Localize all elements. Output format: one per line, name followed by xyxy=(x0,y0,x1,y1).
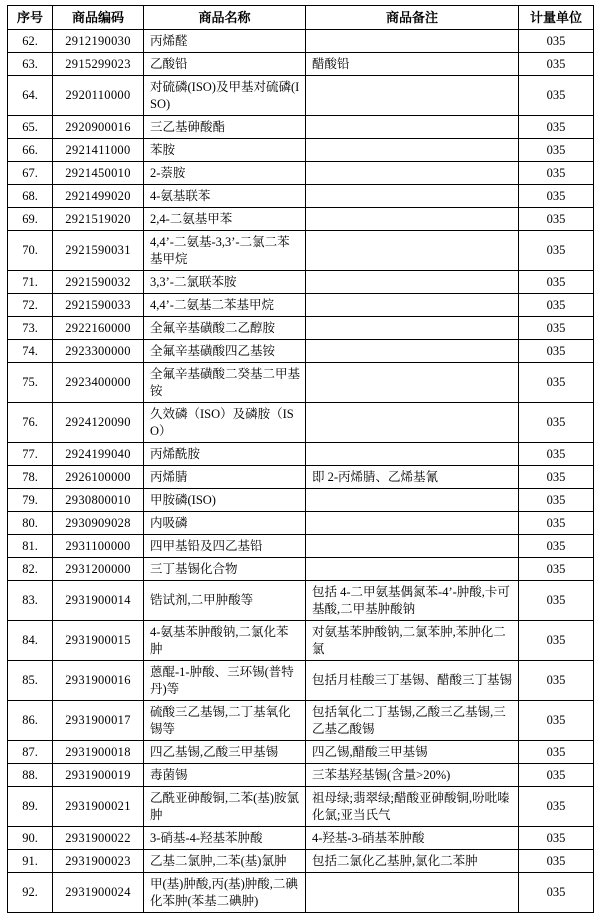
table-row xyxy=(8,30,594,53)
commodity-name-cell: 4,4’-二氨基二苯基甲烷 xyxy=(144,294,306,317)
table-row xyxy=(8,162,594,185)
table-row xyxy=(8,317,594,340)
table-row xyxy=(8,873,594,913)
commodity-code-cell: 2923400000 xyxy=(53,363,144,403)
table-row xyxy=(8,139,594,162)
commodity-name-cell: 4-氨基联苯 xyxy=(144,185,306,208)
commodity-code-cell: 2930909028 xyxy=(53,512,144,535)
commodity-remark-cell: 4-羟基-3-硝基苯肿酸 xyxy=(306,827,519,850)
commodity-code-cell: 2921411000 xyxy=(53,139,144,162)
commodity-code-cell: 2924199040 xyxy=(53,443,144,466)
unit-cell: 035 xyxy=(519,271,594,294)
table-row xyxy=(8,850,594,873)
unit-cell: 035 xyxy=(519,162,594,185)
unit-cell: 035 xyxy=(519,139,594,162)
serial-number-cell: 83. xyxy=(8,581,53,621)
serial-number-cell: 79. xyxy=(8,489,53,512)
serial-number-cell: 63. xyxy=(8,53,53,76)
commodity-code-cell: 2920900016 xyxy=(53,116,144,139)
serial-number-cell: 87. xyxy=(8,741,53,764)
commodity-remark-cell xyxy=(306,116,519,139)
commodity-remark-cell xyxy=(306,139,519,162)
commodity-code-cell: 2921590032 xyxy=(53,271,144,294)
table-row xyxy=(8,512,594,535)
commodity-remark-cell: 包括 4-二甲氨基偶氮苯-4’-肿酸,卡可基酸,二甲基肿酸钠 xyxy=(306,581,519,621)
commodity-code-cell: 2931900021 xyxy=(53,787,144,827)
serial-number-cell: 73. xyxy=(8,317,53,340)
commodity-name-cell: 2-萘胺 xyxy=(144,162,306,185)
commodity-code-cell: 2931200000 xyxy=(53,558,144,581)
commodity-code-cell: 2931900023 xyxy=(53,850,144,873)
unit-cell: 035 xyxy=(519,363,594,403)
commodity-name-cell: 甲(基)肿酸,丙(基)肿酸,二碘化苯肿(苯基二碘肿) xyxy=(144,873,306,913)
serial-number-cell: 69. xyxy=(8,208,53,231)
table-row xyxy=(8,741,594,764)
commodity-code-cell: 2923300000 xyxy=(53,340,144,363)
commodity-name-cell: 4,4’-二氨基-3,3’-二氯二苯基甲烷 xyxy=(144,231,306,271)
serial-number-cell: 75. xyxy=(8,363,53,403)
commodity-name-cell: 三乙基砷酸酯 xyxy=(144,116,306,139)
commodity-code-cell: 2930800010 xyxy=(53,489,144,512)
commodity-code-cell: 2921590031 xyxy=(53,231,144,271)
unit-cell: 035 xyxy=(519,185,594,208)
unit-cell: 035 xyxy=(519,294,594,317)
commodity-remark-cell xyxy=(306,535,519,558)
table-row xyxy=(8,535,594,558)
header-row xyxy=(8,6,594,30)
commodity-name-cell: 全氟辛基磺酸二乙醇胺 xyxy=(144,317,306,340)
commodity-remark-cell xyxy=(306,231,519,271)
commodity-name-cell: 4-氨基苯肿酸钠,二氯化苯肿 xyxy=(144,621,306,661)
table-row xyxy=(8,363,594,403)
table-row xyxy=(8,76,594,116)
unit-cell: 035 xyxy=(519,661,594,701)
table-row xyxy=(8,764,594,787)
commodity-name-cell: 毒菌锡 xyxy=(144,764,306,787)
commodity-remark-cell xyxy=(306,76,519,116)
commodity-remark-cell xyxy=(306,317,519,340)
serial-number-cell: 90. xyxy=(8,827,53,850)
serial-number-cell: 84. xyxy=(8,621,53,661)
commodity-name-cell: 对硫磷(ISO)及甲基对硫磷(ISO) xyxy=(144,76,306,116)
commodity-code-cell: 2931900014 xyxy=(53,581,144,621)
commodity-remark-cell xyxy=(306,294,519,317)
commodity-name-cell: 久效磷（ISO）及磷胺（ISO） xyxy=(144,403,306,443)
commodity-name-cell: 四甲基铅及四乙基铅 xyxy=(144,535,306,558)
table-row xyxy=(8,271,594,294)
table-row xyxy=(8,558,594,581)
commodity-code-cell: 2926100000 xyxy=(53,466,144,489)
commodity-name-cell: 丙烯腈 xyxy=(144,466,306,489)
unit-cell: 035 xyxy=(519,489,594,512)
serial-number-cell: 81. xyxy=(8,535,53,558)
commodity-code-cell: 2924120090 xyxy=(53,403,144,443)
table-row xyxy=(8,294,594,317)
commodity-code-cell: 2931900015 xyxy=(53,621,144,661)
serial-number-cell: 72. xyxy=(8,294,53,317)
commodity-remark-cell xyxy=(306,340,519,363)
commodity-remark-cell xyxy=(306,208,519,231)
header-unit-of-measure: 计量单位 xyxy=(519,6,594,30)
unit-cell: 035 xyxy=(519,850,594,873)
commodity-remark-cell: 三苯基羟基锡(含量>20%) xyxy=(306,764,519,787)
serial-number-cell: 62. xyxy=(8,30,53,53)
commodity-remark-cell: 即 2-丙烯腈、乙烯基氰 xyxy=(306,466,519,489)
table-row xyxy=(8,621,594,661)
commodity-code-cell: 2931900024 xyxy=(53,873,144,913)
commodity-name-cell: 3-硝基-4-羟基苯肿酸 xyxy=(144,827,306,850)
unit-cell: 035 xyxy=(519,53,594,76)
unit-cell: 035 xyxy=(519,76,594,116)
commodity-remark-cell xyxy=(306,873,519,913)
table-row xyxy=(8,443,594,466)
table-row xyxy=(8,231,594,271)
commodity-name-cell: 丙烯醛 xyxy=(144,30,306,53)
table-row xyxy=(8,208,594,231)
commodity-code-cell: 2931900017 xyxy=(53,701,144,741)
serial-number-cell: 70. xyxy=(8,231,53,271)
serial-number-cell: 80. xyxy=(8,512,53,535)
serial-number-cell: 88. xyxy=(8,764,53,787)
serial-number-cell: 68. xyxy=(8,185,53,208)
serial-number-cell: 71. xyxy=(8,271,53,294)
commodity-remark-cell xyxy=(306,30,519,53)
serial-number-cell: 67. xyxy=(8,162,53,185)
commodity-name-cell: 乙基二氯肿,二苯(基)氯肿 xyxy=(144,850,306,873)
serial-number-cell: 89. xyxy=(8,787,53,827)
serial-number-cell: 92. xyxy=(8,873,53,913)
unit-cell: 035 xyxy=(519,403,594,443)
commodity-name-cell: 乙酸铅 xyxy=(144,53,306,76)
table-row xyxy=(8,581,594,621)
commodity-code-cell: 2931100000 xyxy=(53,535,144,558)
table-row xyxy=(8,661,594,701)
unit-cell: 035 xyxy=(519,231,594,271)
commodity-remark-cell: 包括月桂酸三丁基锡、醋酸三丁基锡 xyxy=(306,661,519,701)
commodity-remark-cell xyxy=(306,489,519,512)
commodity-name-cell: 2,4-二氨基甲苯 xyxy=(144,208,306,231)
commodity-code-cell: 2921519020 xyxy=(53,208,144,231)
commodity-remark-cell: 包括氧化二丁基锡,乙酸三乙基锡,三乙基乙酸锡 xyxy=(306,701,519,741)
commodity-remark-cell xyxy=(306,403,519,443)
table-row xyxy=(8,787,594,827)
table-row xyxy=(8,340,594,363)
unit-cell: 035 xyxy=(519,873,594,913)
commodity-name-cell: 苯胺 xyxy=(144,139,306,162)
commodity-code-cell: 2922160000 xyxy=(53,317,144,340)
commodity-remark-cell: 祖母绿;翡翠绿;醋酸亚砷酸铜,吩吡嗪化氯;亚当氏气 xyxy=(306,787,519,827)
table-row xyxy=(8,116,594,139)
commodity-name-cell: 乙酰亚砷酸铜,二苯(基)胺氯肿 xyxy=(144,787,306,827)
serial-number-cell: 78. xyxy=(8,466,53,489)
unit-cell: 035 xyxy=(519,512,594,535)
commodity-remark-cell xyxy=(306,512,519,535)
serial-number-cell: 86. xyxy=(8,701,53,741)
header-commodity-remark: 商品备注 xyxy=(306,6,519,30)
table-body xyxy=(8,30,594,913)
unit-cell: 035 xyxy=(519,701,594,741)
table-row xyxy=(8,701,594,741)
commodity-remark-cell: 对氨基苯肿酸钠,二氯苯肿,苯肿化二氯 xyxy=(306,621,519,661)
commodity-code-cell: 2915299023 xyxy=(53,53,144,76)
table-row xyxy=(8,185,594,208)
unit-cell: 035 xyxy=(519,340,594,363)
commodity-code-cell: 2931900019 xyxy=(53,764,144,787)
commodity-name-cell: 3,3’-二氯联苯胺 xyxy=(144,271,306,294)
serial-number-cell: 82. xyxy=(8,558,53,581)
commodity-name-cell: 丙烯酰胺 xyxy=(144,443,306,466)
table-row xyxy=(8,53,594,76)
serial-number-cell: 65. xyxy=(8,116,53,139)
commodity-name-cell: 甲胺磷(ISO) xyxy=(144,489,306,512)
table-row xyxy=(8,489,594,512)
commodity-remark-cell: 四乙锡,醋酸三甲基锡 xyxy=(306,741,519,764)
commodity-code-cell: 2931900018 xyxy=(53,741,144,764)
commodity-name-cell: 硫酸三乙基锡,二丁基氧化锡等 xyxy=(144,701,306,741)
unit-cell: 035 xyxy=(519,30,594,53)
table-row xyxy=(8,403,594,443)
serial-number-cell: 64. xyxy=(8,76,53,116)
commodity-remark-cell xyxy=(306,185,519,208)
unit-cell: 035 xyxy=(519,317,594,340)
unit-cell: 035 xyxy=(519,581,594,621)
serial-number-cell: 85. xyxy=(8,661,53,701)
commodity-remark-cell xyxy=(306,162,519,185)
serial-number-cell: 91. xyxy=(8,850,53,873)
unit-cell: 035 xyxy=(519,443,594,466)
unit-cell: 035 xyxy=(519,621,594,661)
table-row xyxy=(8,466,594,489)
commodity-code-cell: 2912190030 xyxy=(53,30,144,53)
header-commodity-code: 商品编码 xyxy=(53,6,144,30)
commodity-remark-cell xyxy=(306,271,519,294)
unit-cell: 035 xyxy=(519,764,594,787)
unit-cell: 035 xyxy=(519,827,594,850)
header-commodity-name: 商品名称 xyxy=(144,6,306,30)
unit-cell: 035 xyxy=(519,535,594,558)
serial-number-cell: 77. xyxy=(8,443,53,466)
serial-number-cell: 76. xyxy=(8,403,53,443)
unit-cell: 035 xyxy=(519,558,594,581)
serial-number-cell: 66. xyxy=(8,139,53,162)
commodity-remark-cell: 醋酸铅 xyxy=(306,53,519,76)
commodity-remark-cell xyxy=(306,558,519,581)
commodity-remark-cell xyxy=(306,443,519,466)
commodity-name-cell: 锆试剂,二甲肿酸等 xyxy=(144,581,306,621)
commodity-remark-cell xyxy=(306,363,519,403)
commodity-code-cell: 2921450010 xyxy=(53,162,144,185)
commodity-code-cell: 2921499020 xyxy=(53,185,144,208)
unit-cell: 035 xyxy=(519,787,594,827)
unit-cell: 035 xyxy=(519,208,594,231)
commodity-name-cell: 三丁基锡化合物 xyxy=(144,558,306,581)
commodity-name-cell: 蒽醌-1-肿酸、三环锡(普特丹)等 xyxy=(144,661,306,701)
commodity-code-cell: 2931900016 xyxy=(53,661,144,701)
unit-cell: 035 xyxy=(519,741,594,764)
commodity-name-cell: 四乙基锡,乙酸三甲基锡 xyxy=(144,741,306,764)
header-serial-number: 序号 xyxy=(8,6,53,30)
commodity-name-cell: 全氟辛基磺酸二癸基二甲基铵 xyxy=(144,363,306,403)
table-header xyxy=(8,6,594,30)
commodity-table xyxy=(7,5,594,913)
commodity-code-cell: 2921590033 xyxy=(53,294,144,317)
table-row xyxy=(8,827,594,850)
commodity-code-cell: 2931900022 xyxy=(53,827,144,850)
commodity-name-cell: 内吸磷 xyxy=(144,512,306,535)
commodity-name-cell: 全氟辛基磺酸四乙基铵 xyxy=(144,340,306,363)
unit-cell: 035 xyxy=(519,466,594,489)
commodity-code-cell: 2920110000 xyxy=(53,76,144,116)
unit-cell: 035 xyxy=(519,116,594,139)
serial-number-cell: 74. xyxy=(8,340,53,363)
commodity-remark-cell: 包括二氯化乙基肿,氯化二苯肿 xyxy=(306,850,519,873)
